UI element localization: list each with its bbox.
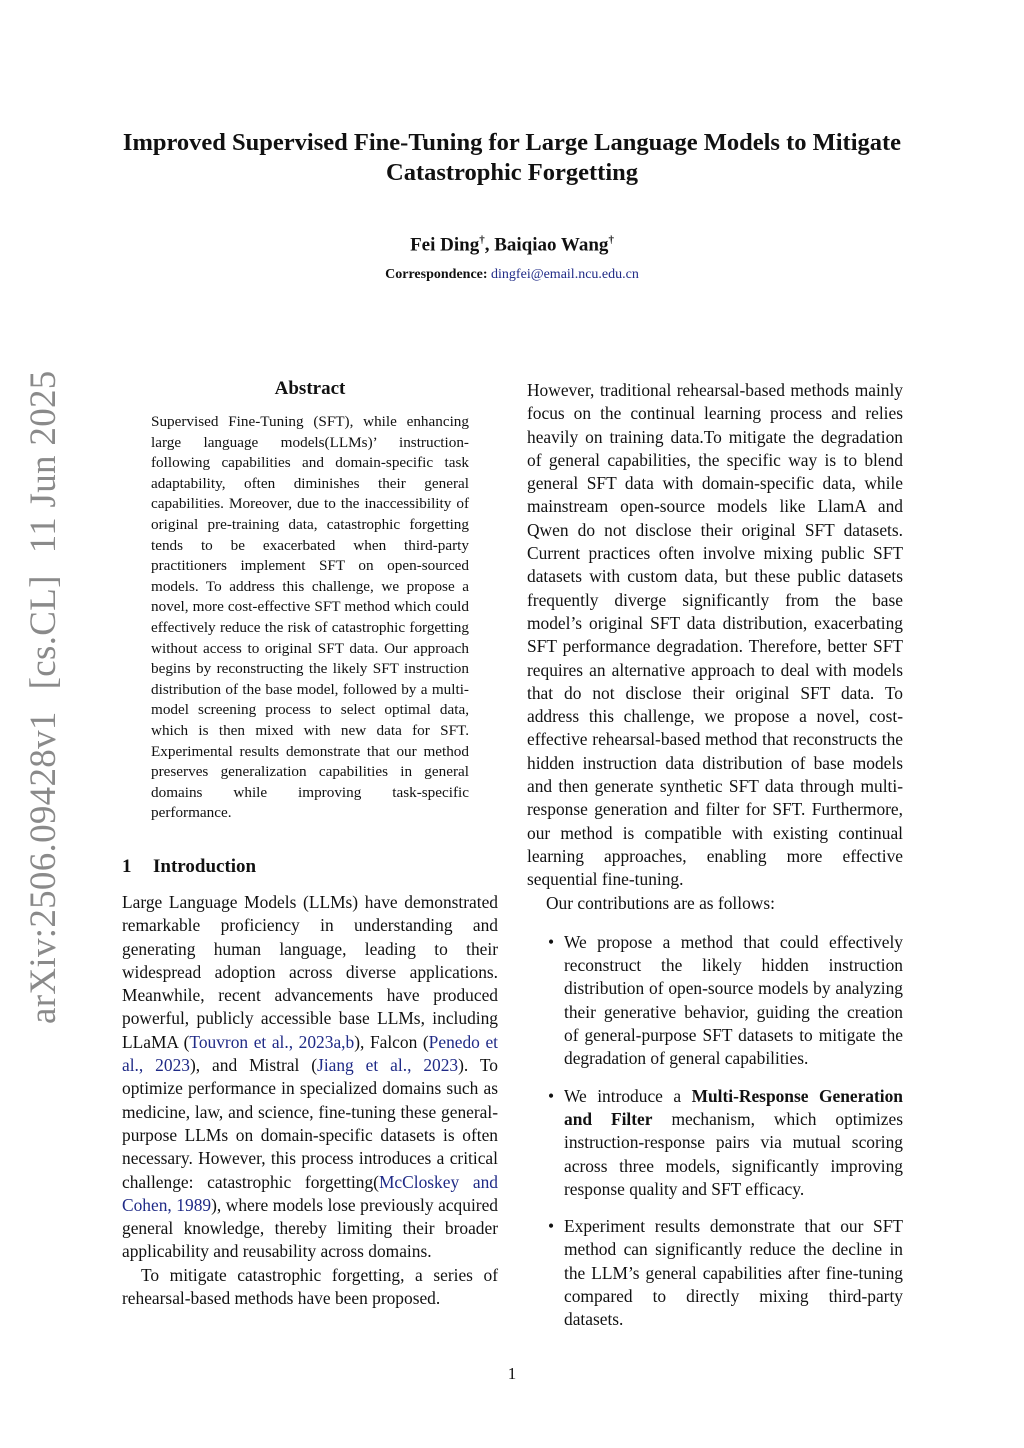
paper-title: Improved Supervised Fine-Tuning for Large Language Models to Mitigate Catastrophic Forgetting xyxy=(122,129,902,186)
intro-paragraph-3: However, traditional rehearsal-based methods mainly focus on the continual learning process and relies heavily on training data.To mitigate the degradation of general capabilities, the specific way is to blend general SFT data with domain-specific data, while mainstream open-source models like LlamA and Qwen do not disclose their original SFT datasets. Current practices often involve mixing public SFT datasets with custom data, but these public datasets frequently diverge significantly from the base model’s original SFT data distribution, exacerbating SFT performance degradation. Therefore, better SFT requires an alternative approach to deal with models that do not disclose their original SFT data. To address this challenge, we propose a novel, cost-effective rehearsal-based method that reconstructs the hidden instruction data distribution of base models and then generate synthetic SFT data through multi-response generation and filter for SFT. Furthermore, our method is compatible with existing continual learning approaches, enabling more effective sequential fine-tuning. xyxy=(527,380,903,890)
bullet-icon: • xyxy=(548,1216,555,1237)
bullet-icon: • xyxy=(548,931,555,952)
text-run: We propose a method that could effectively reconstruct the likely hidden instruction distribution of open-source models by analyzing their generative behavior, guiding the creation of general-purpose SFT datasets to mitigate the degradation of general capabilities. xyxy=(564,931,903,1069)
text-run: ), where models lose previously acquired general knowledge, thereby limiting their broader applicability and reusability across domains. xyxy=(122,1194,498,1262)
section-heading-introduction xyxy=(122,856,498,878)
correspondence-email-link[interactable]: dingfei@email.ncu.edu.cn xyxy=(491,267,639,282)
author-mark: † xyxy=(479,234,485,246)
abstract-heading: Abstract xyxy=(274,378,346,399)
page-number: 1 xyxy=(507,1364,517,1383)
text-run: ), and Mistral ( xyxy=(189,1055,318,1076)
text-run: ). To optimize performance in specialized domains such as medicine, law, and science, fine-tuning these general-purpose LLMs on domain-specific datasets is often necessary. However, this process introduces a critical challenge: catastrophic forgetting( xyxy=(122,1055,499,1192)
abstract-text: Supervised Fine-Tuning (SFT), while enhancing large language models(LLMs)’ instruction-following capabilities and domain-specific task adaptability, often diminishes their general capabilities. Moreover, due to the inaccessibility of original pre-training data, catastrophic forgetting tends to be exacerbated when third-party practitioners implement SFT on open-sourced models. To address this challenge, we propose a novel, more cost-effective SFT method which could effectively reduce the risk of catastrophic forgetting without access to original SFT data. Our approach begins by reconstructing the likely SFT instruction distribution of the base model, followed by a multi-model screening process to select optimal data, which is then mixed with new data for SFT. Experimental results demonstrate that our method preserves generalization capabilities in general domains while improving task-specific performance. xyxy=(151,413,469,822)
intro-paragraph-2: To mitigate catastrophic forgetting, a series of rehearsal-based methods have been proposed. xyxy=(122,1264,498,1309)
arxiv-date: 11 Jun 2025 xyxy=(23,370,64,554)
correspondence-label: Correspondence: xyxy=(385,267,488,282)
list-item xyxy=(527,1215,903,1331)
list-item xyxy=(527,1085,903,1201)
contributions-intro: Our contributions are as follows: xyxy=(546,892,775,913)
bullet-icon: • xyxy=(548,1085,555,1106)
citation-link[interactable]: Penedo et al., 2023 xyxy=(122,1031,499,1076)
citation-link[interactable]: Touvron et al., 2023a,b xyxy=(189,1031,355,1052)
arxiv-category: [cs.CL] xyxy=(23,575,64,690)
text-run: Experiment results demonstrate that our SFT method can significantly reduce the decline in the LLM’s general capabilities after fine-tuning compared to directly mixing third-party datasets. xyxy=(564,1216,903,1330)
author-separator: , xyxy=(484,234,495,256)
text-run: mechanism, which optimizes instruction-response pairs via mutual scoring across three models, significantly improving response quality and SFT efficacy. xyxy=(564,1108,903,1199)
arxiv-id: arXiv:2506.09428v1 xyxy=(23,711,64,1024)
correspondence xyxy=(112,267,912,283)
intro-paragraph-1 xyxy=(122,891,498,1264)
text-run: We introduce a xyxy=(564,1085,692,1106)
section-title: Introduction xyxy=(153,856,257,877)
text-run: ), Falcon ( xyxy=(354,1031,429,1052)
bold-term: Multi-Response Generation and Filter xyxy=(564,1085,903,1129)
right-column-body xyxy=(527,379,903,1346)
text-run: Large Language Models (LLMs) have demonstrated remarkable proficiency in understanding and generating human language, leading to their widespread adoption across diverse applications. Meanwhile, recent advancements have produced powerful, publicly accessible base LLMs, including LLaMA ( xyxy=(122,892,498,1052)
citation-link[interactable]: McCloskey and Cohen, 1989 xyxy=(122,1171,498,1215)
section-number: 1 xyxy=(122,856,132,877)
citation-link[interactable]: Jiang et al., 2023 xyxy=(317,1055,459,1076)
arxiv-stamp xyxy=(22,348,65,1024)
author-name: Fei Ding xyxy=(410,234,480,256)
list-item xyxy=(527,931,903,1071)
left-column-body xyxy=(122,891,498,1310)
author-mark: † xyxy=(608,234,614,246)
contributions-list xyxy=(527,931,903,1332)
author-name: Baiqiao Wang xyxy=(494,234,609,256)
author-list xyxy=(112,234,912,256)
